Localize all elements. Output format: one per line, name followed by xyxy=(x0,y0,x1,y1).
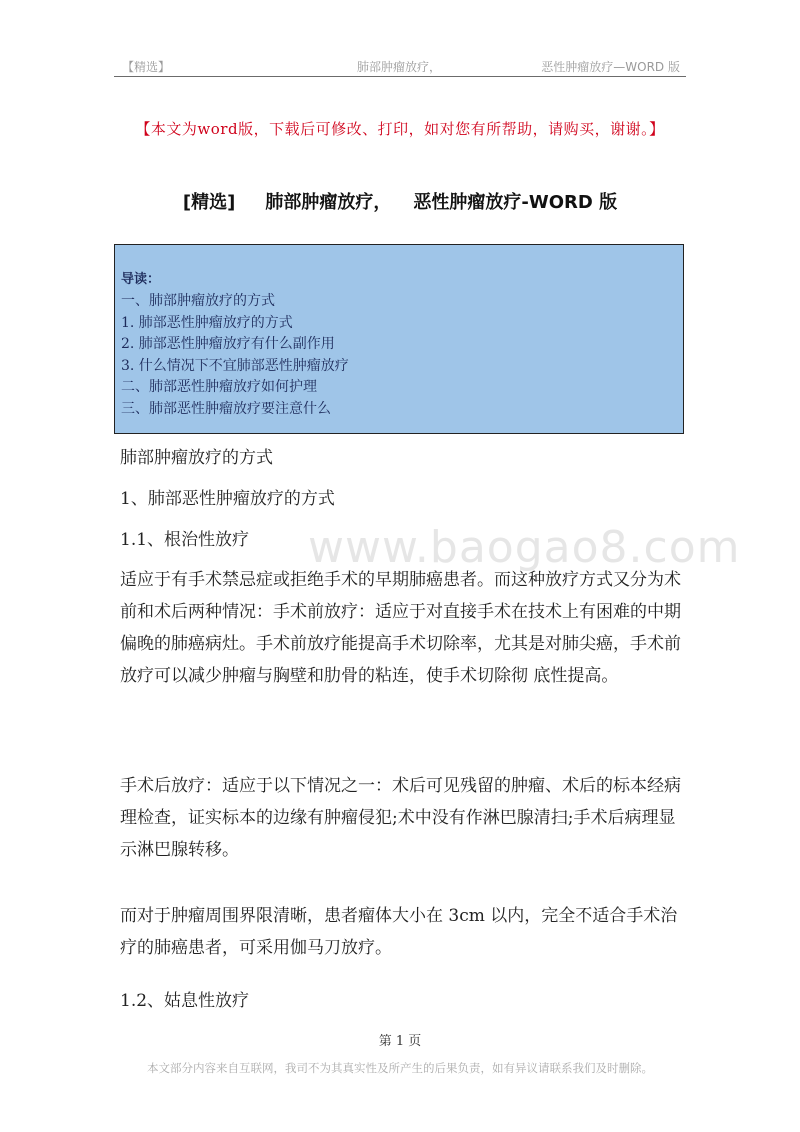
footer-disclaimer: 本文部分内容来自互联网，我司不为其真实性及所产生的后果负责，如有异议请联系我们及时删除。 xyxy=(147,1061,653,1075)
guide-box xyxy=(114,244,684,434)
download-notice: 【本文为word版，下载后可修改、打印，如对您有所帮助，请购买，谢谢。】 xyxy=(135,120,665,138)
document-title xyxy=(0,188,800,214)
header-center-label: 肺部肿瘤放疗， xyxy=(357,60,442,74)
section-heading-1: 肺部肿瘤放疗的方式 xyxy=(120,448,273,468)
page-header xyxy=(114,56,686,77)
paragraph-2: 手术后放疗：适应于以下情况之一：术后可见残留的肿瘤、术后的标本经病理检查，证实标本的边缘有肿瘤侵犯;术中没有作淋巴腺清扫;手术后病理显示淋巴腺转移。 xyxy=(120,776,681,860)
guide-heading: 导读： xyxy=(121,272,161,287)
guide-item: 二、肺部恶性肿瘤放疗如何护理 xyxy=(121,379,317,395)
watermark-text: www.baogao8.com xyxy=(308,522,741,573)
title-sub: 恶性肿瘤放疗-WORD 版 xyxy=(413,192,618,213)
guide-item: 3. 什么情况下不宜肺部恶性肿瘤放疗 xyxy=(121,357,349,374)
header-left-label: 【精选】 xyxy=(122,60,171,74)
paragraph-1: 适应于有手术禁忌症或拒绝手术的早期肺癌患者。而这种放疗方式又分为术前和术后两种情况：手术前放疗：适应于对直接手术在技术上有困难的中期偏晚的肺癌病灶。手术前放疗能提高手术切除率，尤其是对肺尖癌，手术前放疗可以减少肿瘤与胸壁和肋骨的粘连，使手术切除彻 底性提高。 xyxy=(120,570,681,686)
section-heading-3: 1.1、根治性放疗 xyxy=(120,530,250,550)
section-heading-2: 1、肺部恶性肿瘤放疗的方式 xyxy=(120,489,335,509)
title-main: 肺部肿瘤放疗， xyxy=(265,192,392,213)
header-right-label: 恶性肿瘤放疗—WORD 版 xyxy=(541,60,680,74)
section-heading-4: 1.2、姑息性放疗 xyxy=(120,991,250,1011)
page-number: 第 1 页 xyxy=(378,1034,422,1049)
guide-item: 一、肺部肿瘤放疗的方式 xyxy=(121,293,275,309)
paragraph-3: 而对于肿瘤周围界限清晰，患者瘤体大小在 3cm 以内，完全不适合手术治疗的肺癌患者，可采用伽马刀放疗。 xyxy=(120,906,678,958)
guide-item: 1. 肺部恶性肿瘤放疗的方式 xyxy=(121,314,293,331)
guide-item: 2. 肺部恶性肿瘤放疗有什么副作用 xyxy=(121,336,335,352)
title-tag: [精选] xyxy=(182,192,236,213)
guide-item: 三、肺部恶性肿瘤放疗要注意什么 xyxy=(121,400,331,417)
